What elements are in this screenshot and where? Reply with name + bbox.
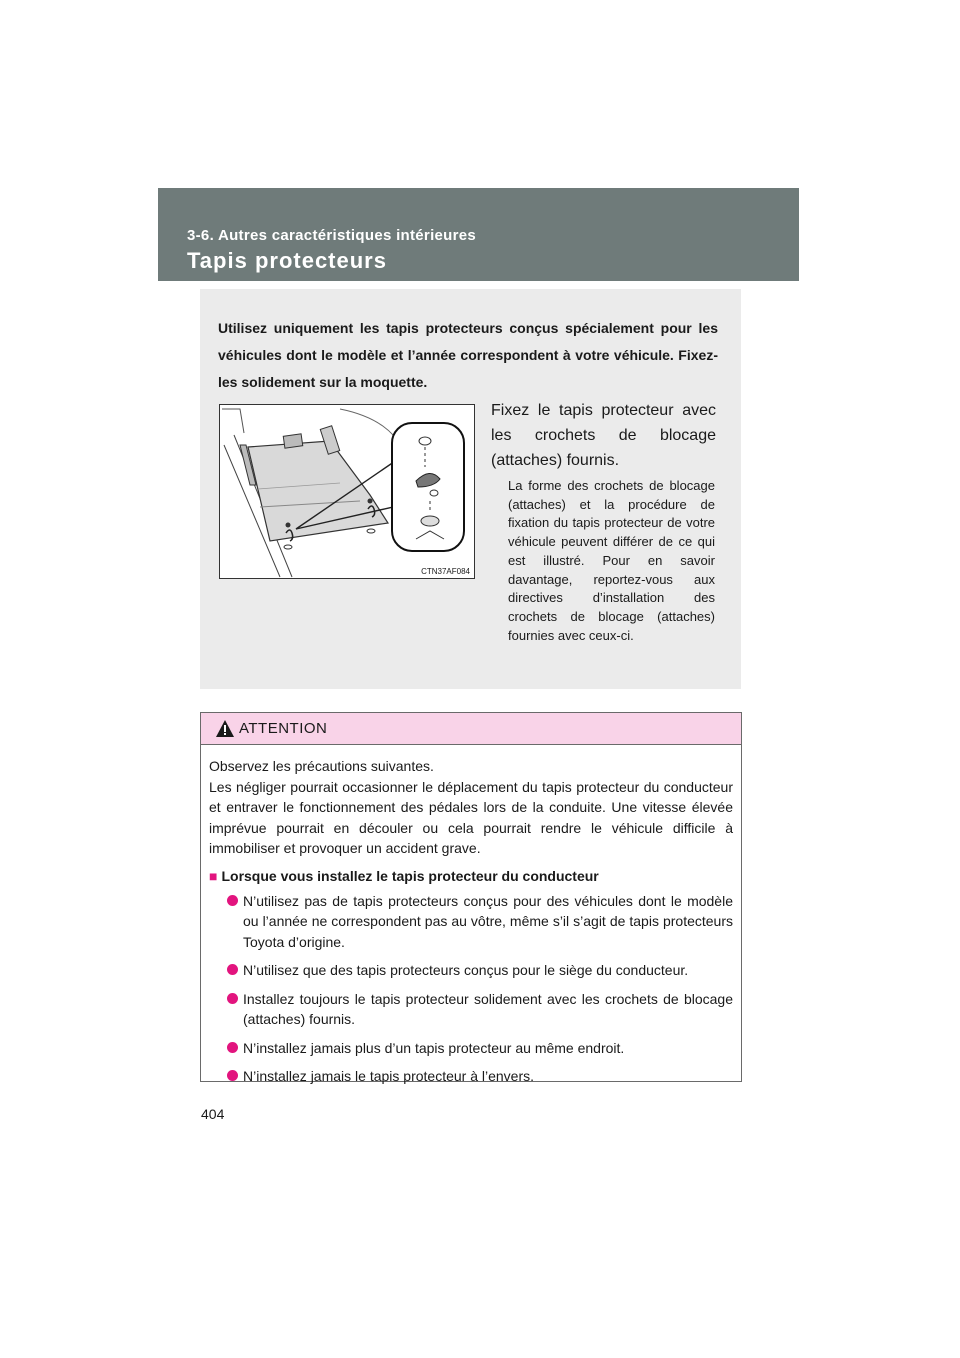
warning-box <box>200 712 742 1082</box>
floor-mat-drawing <box>220 405 474 578</box>
image-code: CTN37AF084 <box>421 567 470 576</box>
info-box <box>200 289 741 689</box>
list-item-text: N’installez jamais plus d’un tapis protecteur au même endroit. <box>243 1039 625 1056</box>
page-title: Tapis protecteurs <box>187 248 387 273</box>
list-item <box>227 960 733 981</box>
circle-bullet-icon <box>227 895 238 906</box>
list-item-text: N’installez jamais le tapis protecteur à l’envers. <box>243 1068 535 1084</box>
list-item <box>227 1066 733 1087</box>
lead-text: Fixez le tapis protecteur avec les crochets de blocage (attaches) fournis. <box>491 402 716 469</box>
intro-text: Utilisez uniquement les tapis protecteurs conçus spécialement pour les véhicules dont le modèle et l’année correspondent à votre véhicule. Fixez-les solidement sur la moquette. <box>218 320 718 390</box>
warning-body <box>201 745 741 1087</box>
circle-bullet-icon <box>227 964 238 975</box>
warning-triangle-icon <box>215 719 235 738</box>
list-item <box>227 989 733 1030</box>
floor-mat-illustration <box>219 404 475 579</box>
list-item <box>227 891 733 953</box>
warning-title: ATTENTION <box>239 720 328 737</box>
warning-bullet-list <box>209 891 733 1087</box>
section-label: 3-6. Autres caractéristiques intérieures <box>187 227 477 244</box>
detail-text: La forme des crochets de blocage (attaches) et la procédure de fixation du tapis protecteur de votre véhicule peuvent différer de ce qui est illustré. Pour en savoir davantage, reportez-vous aux directives d’installation des crochets de blocage (attaches) fournies avec ceux-ci. <box>508 478 715 643</box>
warning-subheading <box>209 866 733 886</box>
list-item-text: N’utilisez pas de tapis protecteurs conçus pour des véhicules dont le modèle ou l’année ne correspondent pas au vôtre, même s’il s’agit de tapis protecteurs Toyota d’origine. <box>243 892 733 950</box>
warning-paragraph-1: Observez les précautions suivantes. <box>209 758 434 774</box>
square-bullet-icon: ■ <box>209 867 218 884</box>
warning-header <box>201 713 741 745</box>
circle-bullet-icon <box>227 1070 238 1081</box>
list-item <box>227 1038 733 1059</box>
warning-subheading-text: Lorsque vous installez le tapis protecteur du conducteur <box>221 867 599 884</box>
warning-paragraph-2: Les négliger pourrait occasionner le déplacement du tapis protecteur du conducteur et entraver le fonctionnement des pédales lors de la conduite. Une vitesse élevée imprévue pourrait en découler ou cela pourrait rendre le véhicule difficile à immobiliser et provoquer un accident grave. <box>209 778 733 856</box>
chapter-header <box>158 188 799 281</box>
list-item-text: Installez toujours le tapis protecteur solidement avec les crochets de blocage (attaches) fournis. <box>243 990 733 1027</box>
list-item-text: N’utilisez que des tapis protecteurs conçus pour le siège du conducteur. <box>243 962 689 978</box>
circle-bullet-icon <box>227 993 238 1004</box>
page-number: 404 <box>201 1106 225 1122</box>
circle-bullet-icon <box>227 1042 238 1053</box>
